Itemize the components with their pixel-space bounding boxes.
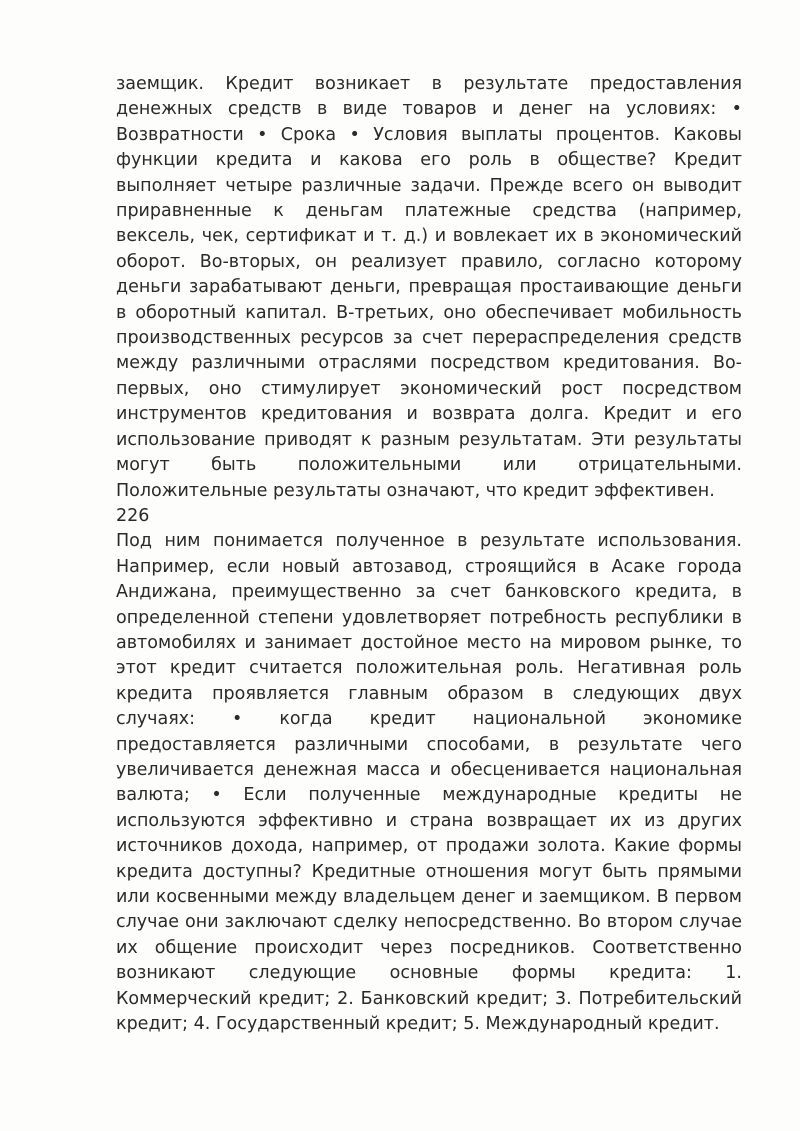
paragraph-credit-functions: заемщик. Кредит возникает в результате предоставления денежных средств в виде товаров и денег на условиях: • Возвратности • Срока • Условия выплаты процентов. Каковы функции кредита и какова его роль в обществе? Кредит выполняет четыре различные задачи. Прежде всего он выводит приравненные к деньгам платежные средства (например, вексель, чек, сертификат и т. д.) и вовлекает их в экономический оборот. Во-вторых, он реализует правило, согласно которому деньги зарабатывают деньги, превращая простаивающие деньги в оборотный капитал. В-третьих, оно обеспечивает мобильность производственных ресурсов за счет перераспределения средств между различными отраслями посредством кредитования. Во-первых, оно стимулирует экономический рост посредством инструментов кредитования и возврата долга. Кредит и его использование приводят к разным результатам. Эти результаты могут быть положительными или отрицательными. Положительные результаты означают, что кредит эффективен. — [116, 74, 742, 501]
paragraph-credit-forms: Под ним понимается полученное в результате использования. Например, если новый автозавод, строящийся в Асаке города Андижана, преимущественно за счет банковского кредита, в определенной степени удовлетворяет потребность республики в автомобилях и занимает достойное место на мировом рынке, то этот кредит считается положительная роль. Негативная роль кредита проявляется главным образом в следующих двух случаях: • когда кредит национальной экономике предоставляется различными способами, в результате чего увеличивается денежная масса и обесценивается национальная валюта; • Если полученные международные кредиты не используются эффективно и страна возвращает их из других источников дохода, например, от продажи золота. Какие формы кредита доступны? Кредитные отношения могут быть прямыми или косвенными между владельцем денег и заемщиком. В первом случае они заключают сделку непосредственно. Во втором случае их общение происходит через посредников. Соответственно возникают следующие основные формы кредита: 1. Коммерческий кредит; 2. Банковский кредит; 3. Потребительский кредит; 4. Государственный кредит; 5. Международный кредит. — [116, 531, 742, 1035]
page-number: 226 — [116, 505, 150, 526]
document-page — [116, 72, 742, 1037]
